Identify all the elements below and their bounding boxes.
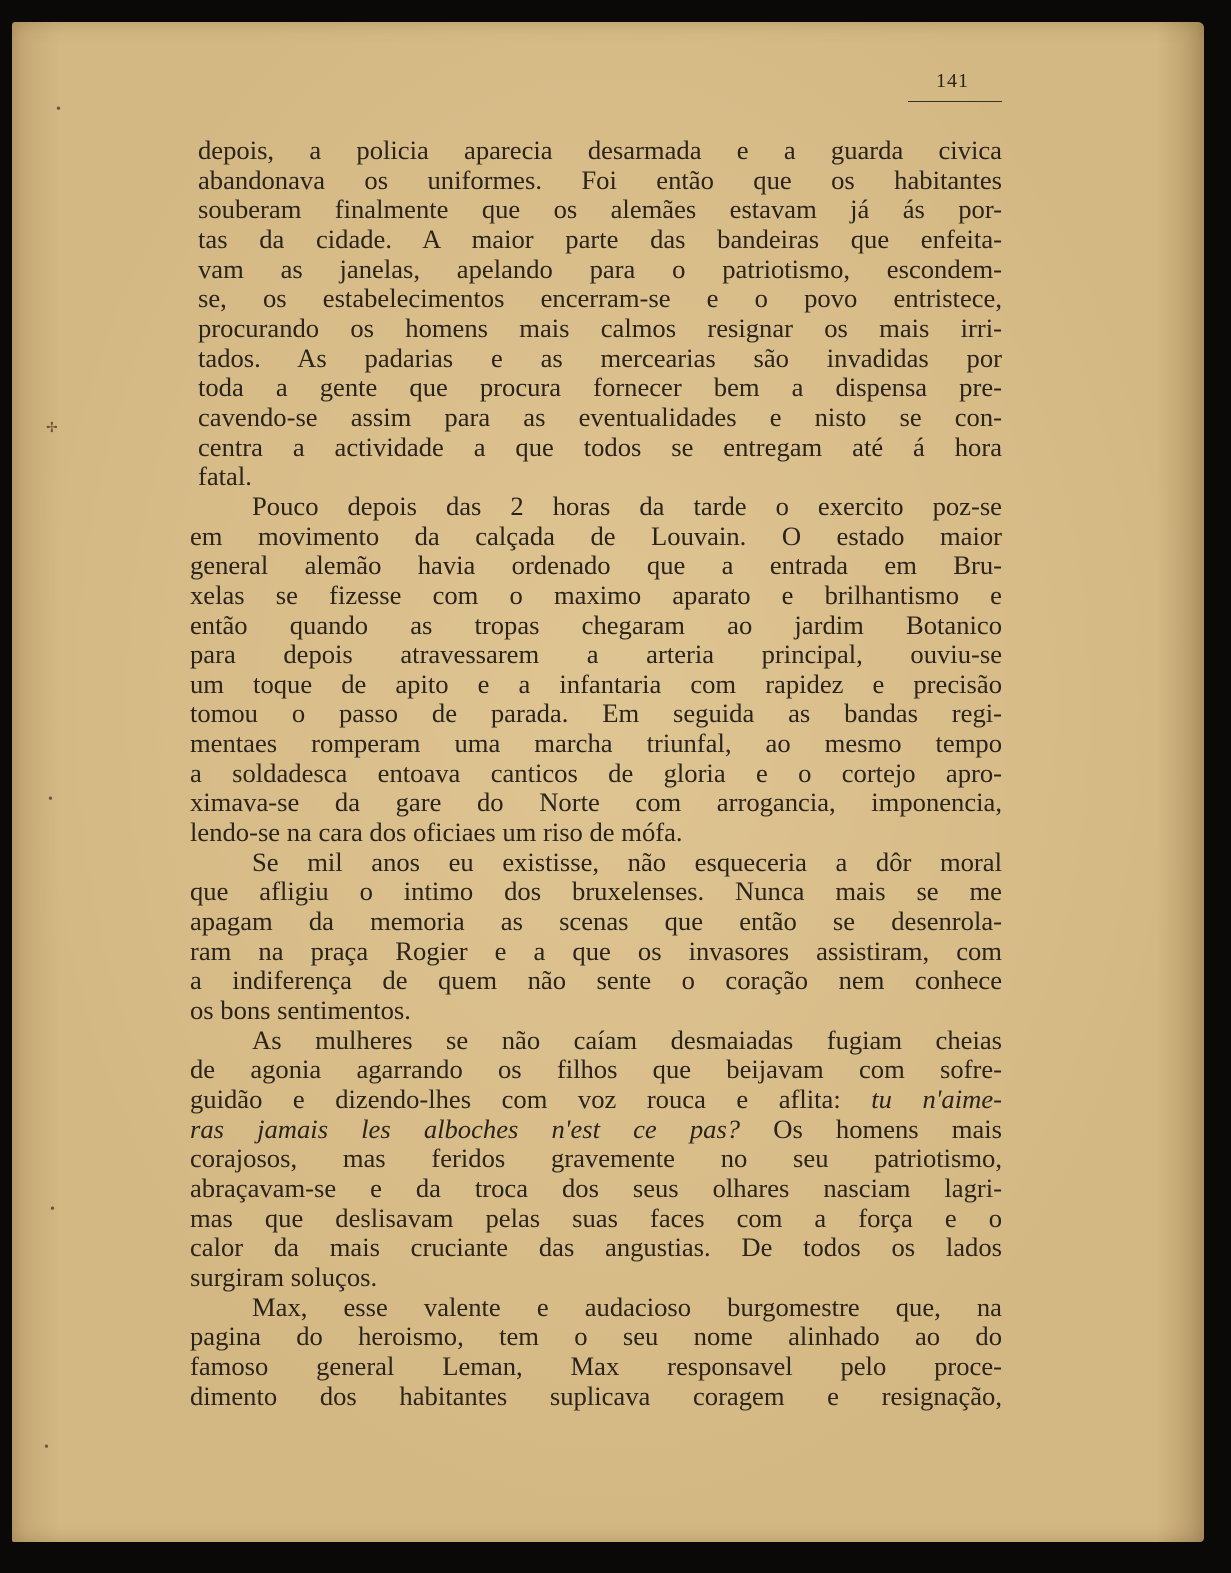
text-line [190, 255, 1002, 285]
text-line-roman: que afligiu o intimo dos bruxelenses. Nunca mais se me [190, 876, 1002, 907]
text-line-roman: abraçavam-se e da troca dos seus olhares nasciam lagri- [190, 1172, 1002, 1203]
text-line [190, 966, 1002, 996]
text-line-roman: general alemão havia ordenado que a entrada em Bru- [190, 550, 1002, 581]
text-line-roman: ximava-se da gare do Norte com arrogancia, imponencia, [190, 787, 1002, 818]
text-line-roman: tas da cidade. A maior parte das bandeiras que enfeita- [198, 223, 1002, 254]
text-line [190, 937, 1002, 967]
text-line-roman: cavendo-se assim para as eventualidades e nisto se con- [198, 401, 1002, 432]
text-line [190, 225, 1002, 255]
text-line-roman: corajosos, mas feridos gravemente no seu patriotismo, [190, 1143, 1002, 1174]
text-line-roman: ram na praça Rogier e a que os invasores assistiram, com [190, 935, 1002, 966]
text-line [190, 136, 1002, 166]
text-line-roman: um toque de apito e a infantaria com rapidez e precisão [190, 668, 1002, 699]
text-line-roman: procurando os homens mais calmos resignar os mais irri- [198, 312, 1002, 343]
body-text [190, 136, 1002, 1411]
text-line-roman: As mulheres se não caíam desmaiadas fugiam cheias [252, 1024, 1002, 1055]
text-line [190, 492, 1002, 522]
text-line-roman: famoso general Leman, Max responsavel pelo proce- [190, 1350, 1002, 1381]
margin-speck: • [50, 1202, 55, 1217]
text-line-roman: mentaes romperam uma marcha triunfal, ao mesmo tempo [190, 728, 1002, 759]
text-line [190, 1055, 1002, 1085]
text-line [190, 344, 1002, 374]
book-page [12, 22, 1204, 1542]
text-line-roman: tados. As padarias e as mercearias são invadidas por [198, 342, 1002, 373]
text-line [190, 759, 1002, 789]
text-line-italic: tu n'aime- [871, 1084, 1002, 1114]
text-line [190, 581, 1002, 611]
text-line-roman: Pouco depois das 2 horas da tarde o exercito poz-se [252, 490, 1002, 521]
text-line [190, 1352, 1002, 1382]
text-line [190, 1115, 1002, 1145]
text-line [190, 195, 1002, 225]
text-line-roman: lendo-se na cara dos oficiaes um riso de mófa. [190, 817, 683, 848]
text-line-roman: se, os estabelecimentos encerram-se e o povo entristece, [198, 283, 1002, 314]
text-line-roman: apagam da memoria as scenas que então se desenrola- [190, 906, 1002, 937]
text-line [190, 314, 1002, 344]
margin-speck: ✢ [46, 421, 58, 436]
text-line-roman: Os homens mais [773, 1113, 1002, 1144]
text-line [190, 1382, 1002, 1412]
text-line-roman: surgiram soluços. [190, 1261, 378, 1292]
text-line [190, 1144, 1002, 1174]
margin-speck: • [56, 102, 61, 117]
text-line-roman: xelas se fizesse com o maximo aparato e brilhantismo e [190, 579, 1002, 610]
text-line [190, 373, 1002, 403]
text-line-roman: pagina do heroismo, tem o seu nome alinhado ao do [190, 1321, 1002, 1352]
text-line [190, 522, 1002, 552]
text-line-roman: depois, a policia aparecia desarmada e a guarda civica [198, 135, 1002, 165]
text-line [190, 611, 1002, 641]
text-line-roman: a indiferença de quem não sente o coração nem conhece [190, 965, 1002, 996]
text-line [190, 551, 1002, 581]
page-number-rule [908, 101, 1002, 102]
text-line-roman: para depois atravessarem a arteria principal, ouviu-se [190, 639, 1002, 670]
text-line-roman: abandonava os uniformes. Foi então que os habitantes [198, 164, 1002, 195]
margin-speck: • [48, 792, 53, 807]
text-line-roman: guidão e dizendo-lhes com voz rouca e aflita: [190, 1084, 841, 1114]
text-line-roman: de agonia agarrando os filhos que beijavam com sofre- [190, 1054, 1002, 1085]
text-line [190, 848, 1002, 878]
margin-speck: • [44, 1440, 49, 1455]
text-line-roman: em movimento da calçada de Louvain. O estado maior [190, 520, 1002, 551]
text-line [190, 877, 1002, 907]
text-line [190, 1233, 1002, 1263]
text-line [190, 1174, 1002, 1204]
text-line [190, 699, 1002, 729]
text-line [190, 462, 1002, 492]
text-line [190, 284, 1002, 314]
text-line-roman: Max, esse valente e audacioso burgomestre que, na [252, 1291, 1002, 1322]
text-line-roman: então quando as tropas chegaram ao jardim Botanico [190, 609, 1002, 640]
text-line [190, 1322, 1002, 1352]
text-line [190, 1204, 1002, 1234]
text-line-roman: tomou o passo de parada. Em seguida as bandas regi- [190, 698, 1002, 729]
text-line-roman: a soldadesca entoava canticos de gloria e o cortejo apro- [190, 757, 1002, 788]
text-line [190, 670, 1002, 700]
text-line [190, 907, 1002, 937]
text-line-roman: calor da mais cruciante das angustias. De todos os lados [190, 1232, 1002, 1263]
text-line [190, 1085, 1002, 1115]
text-line [190, 818, 1002, 848]
text-line-roman: toda a gente que procura fornecer bem a dispensa pre- [198, 372, 1002, 403]
text-line [190, 1026, 1002, 1056]
text-line-roman: dimento dos habitantes suplicava coragem e resignação, [190, 1380, 1002, 1411]
text-line-roman: fatal. [198, 461, 252, 492]
text-line [190, 788, 1002, 818]
text-line [190, 166, 1002, 196]
text-line-roman: centra a actividade a que todos se entregam até á hora [198, 431, 1002, 462]
text-line [190, 640, 1002, 670]
text-line [190, 1293, 1002, 1323]
text-line [190, 996, 1002, 1026]
text-line-roman: os bons sentimentos. [190, 995, 411, 1026]
text-line-roman: vam as janelas, apelando para o patriotismo, escondem- [198, 253, 1002, 284]
text-line [190, 403, 1002, 433]
page-number: 141 [936, 70, 969, 92]
text-line-roman: Se mil anos eu existisse, não esqueceria a dôr moral [252, 846, 1002, 877]
text-line-roman: souberam finalmente que os alemães estavam já ás por- [198, 194, 1002, 225]
text-line-italic: ras jamais les alboches n'est ce pas? [190, 1113, 741, 1144]
text-line-roman: mas que deslisavam pelas suas faces com a força e o [190, 1202, 1002, 1233]
text-line [190, 729, 1002, 759]
text-line [190, 433, 1002, 463]
text-line [190, 1263, 1002, 1293]
